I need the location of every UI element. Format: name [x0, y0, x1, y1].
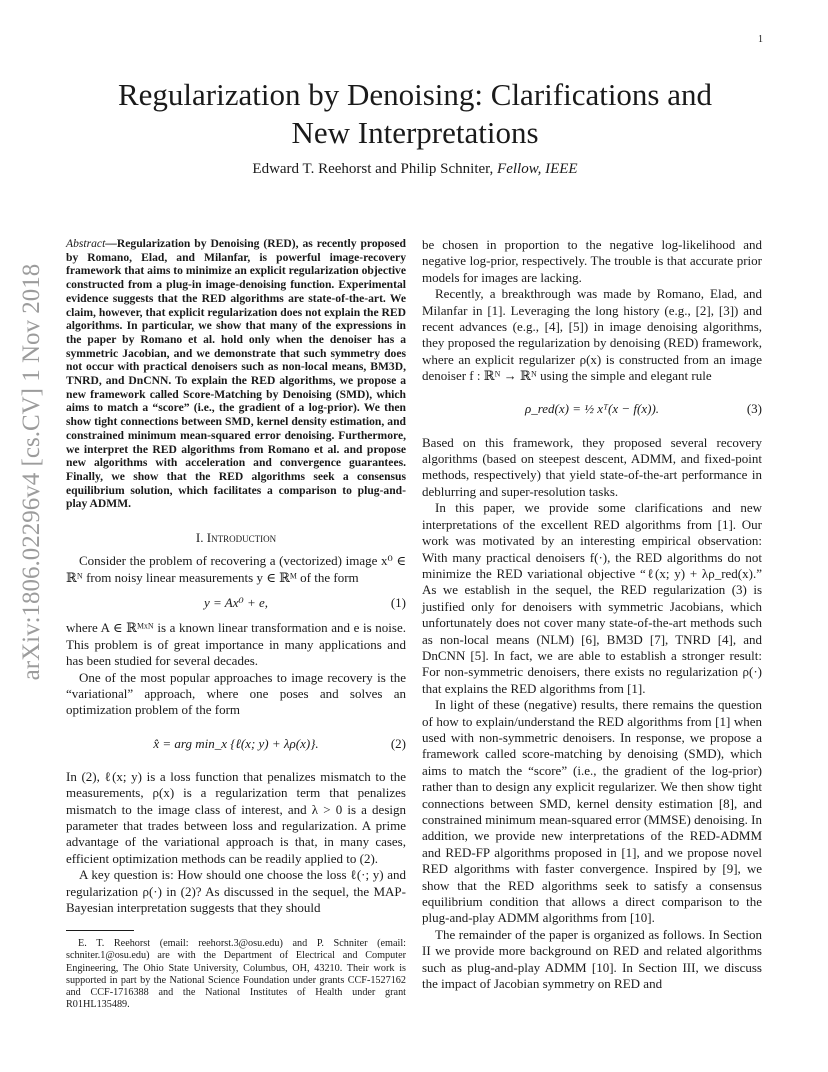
- paragraph: where A ∈ ℝᴹˣᴺ is a known linear transformation and e is noise. This problem is of great importance in many applications and has been studied for several decades.: [66, 620, 406, 669]
- paragraph: In (2), ℓ(x; y) is a loss function that penalizes mismatch to the measurements, ρ(x) is a regularization term that penalizes mismatch to the image class of interest, and λ > 0 is a design parameter that trades between loss and regularization. A prime advantage of the variational approach is that, in many cases, efficient optimization methods can be readily applied to (2).: [66, 768, 406, 866]
- title-line-1: Regularization by Denoising: Clarifications and: [117, 77, 713, 112]
- right-column: [422, 237, 762, 992]
- section-heading: I. Introduction: [195, 530, 277, 546]
- left-column: [66, 237, 406, 916]
- paragraph: One of the most popular approaches to image recovery is the “variational” approach, where one poses and solves an optimization problem of the form: [66, 669, 406, 718]
- paragraph: Based on this framework, they proposed several recovery algorithms (based on steepest descent, ADMM, and fixed-point methods, respectively) that yield state-of-the-art performance in deblurring and super-resolution tasks.: [422, 434, 762, 499]
- equation-3-number: (3): [746, 401, 762, 417]
- footnote: E. T. Reehorst (email: reehorst.3@osu.edu) and P. Schniter (email: schniter.1@osu.edu) are with the Department of Electrical and Computer Engineering, The Ohio State University, Columbus, OH, 43210. Their work is supported in part by the National Science Foundation under grants CCF-1527162 and CCF-1716388 and the National Institutes of Health under grant R01HL135489.: [66, 938, 406, 1011]
- paper-title: [80, 76, 750, 152]
- equation-3: [422, 391, 762, 429]
- abstract-text: —Regularization by Denoising (RED), as recently proposed by Romano, Elad, and Milanfar, is powerful image-recovery framework that aims to minimize an explicit regularization objective constructed from a plug-in image-denoising function. Experimental evidence suggests that the RED algorithms are state-of-the-art. We claim, however, that explicit regularization does not explain the RED algorithms. In particular, we show that many of the expressions in the paper by Romano et al. hold only when the denoiser has a symmetric Jacobian, and we demonstrate that such symmetry does not occur with practical denoisers such as non-local means, BM3D, TNRD, and DnCNN. To explain the RED algorithms, we propose a new framework called Score-Matching by Denoising (SMD), which aims to match a “score” (i.e., the gradient of a log-prior). We then show tight connections between SMD, kernel density estimation, and constrained minimum mean-squared error denoising. Furthermore, we interpret the RED algorithms from Romano et al. and propose new algorithms with acceleration and convergence guarantees. Finally, we show that the RED algorithms seek a consensus equilibrium solution, which facilitates a comparison to plug-and-play ADMM.: [66, 237, 406, 511]
- equation-1-body: y = Ax⁰ + e,: [203, 595, 269, 611]
- paragraph: In this paper, we provide some clarifications and new interpretations of the excellent RED algorithms from [1]. Our work was motivated by an interesting empirical observation: With many practical denoisers f(·), the RED algorithms do not minimize the RED variational objective “ℓ(x; y) + λρ_red(x).” As we establish in the sequel, the RED regularization (3) is justified only for denoisers with symmetric Jacobians, which unfortunately does not cover many state-of-the-art methods such as non-local means (NLM) [6], BM3D [7], TNRD [4], and DnCNN [5]. In fact, we are able to establish a stronger result: For non-symmetric denoisers, there exists no regularization ρ(·) that explains the RED algorithms from [1].: [422, 500, 762, 696]
- paragraph: Recently, a breakthrough was made by Romano, Elad, and Milanfar in [1]. Leveraging the long history (e.g., [2], [3]) and recent advances (e.g., [4], [5]) in image denoising algorithms, they proposed the regularization by denoising (RED) framework, where an explicit regularizer ρ(x) is constructed from an image denoiser f : ℝᴺ → ℝᴺ using the simple and elegant rule: [422, 286, 762, 384]
- paragraph: be chosen in proportion to the negative log-likelihood and negative log-prior, respectively. The trouble is that accurate prior models for images are lacking.: [422, 237, 762, 285]
- equation-2: [66, 725, 406, 763]
- authors: Edward T. Reehorst and Philip Schniter,: [252, 161, 494, 177]
- paragraph: Consider the problem of recovering a (vectorized) image x⁰ ∈ ℝᴺ from noisy linear measurements y ∈ ℝᴹ of the form: [66, 553, 406, 585]
- paragraph: In light of these (negative) results, there remains the question of how to explain/understand the RED algorithms from [1] when used with non-symmetric denoisers. In response, we propose a framework called score-matching by denoising (SMD), which aims to match the “score” (i.e., the gradient of the log-prior) rather than to design any explicit regularizer. We then show tight connections between SMD, kernel density estimation [8], and constrained minimum mean-squared error (MMSE) denoising. In addition, we provide new interpretations of the RED-ADMM and RED-FP algorithms proposed in [1], and we propose novel RED algorithms with faster convergence. Inspired by [9], we show that the RED algorithms seek to satisfy a consensus equilibrium condition that allows a direct comparison to the plug-and-play ADMM algorithms from [10].: [422, 697, 762, 926]
- page-number: 1: [758, 34, 763, 45]
- equation-2-number: (2): [390, 735, 406, 751]
- equation-2-body: x̂ = arg min_x {ℓ(x; y) + λρ(x)}.: [153, 735, 319, 751]
- equation-3-body: ρ_red(x) = ½ xᵀ(x − f(x)).: [524, 401, 660, 417]
- abstract: [66, 237, 406, 511]
- equation-1: [66, 592, 406, 614]
- equation-1-number: (1): [390, 595, 406, 611]
- title-line-2: New Interpretations: [291, 115, 539, 150]
- footnote-rule: [66, 930, 134, 931]
- author-affiliation: Fellow, IEEE: [497, 161, 578, 177]
- arxiv-identifier: arXiv:1806.02296v4 [cs.CV] 1 Nov 2018: [18, 263, 45, 681]
- author-line: [80, 161, 750, 178]
- abstract-label: Abstract: [66, 237, 106, 250]
- paragraph: The remainder of the paper is organized as follows. In Section II we provide more background on RED and related algorithms such as plug-and-play ADMM [10]. In Section III, we discuss the impact of Jacobian symmetry on RED and: [422, 926, 762, 992]
- paragraph: A key question is: How should one choose the loss ℓ(·; y) and regularization ρ(·) in (2)? As discussed in the sequel, the MAP-Bayesian interpretation suggests that they should: [66, 867, 406, 915]
